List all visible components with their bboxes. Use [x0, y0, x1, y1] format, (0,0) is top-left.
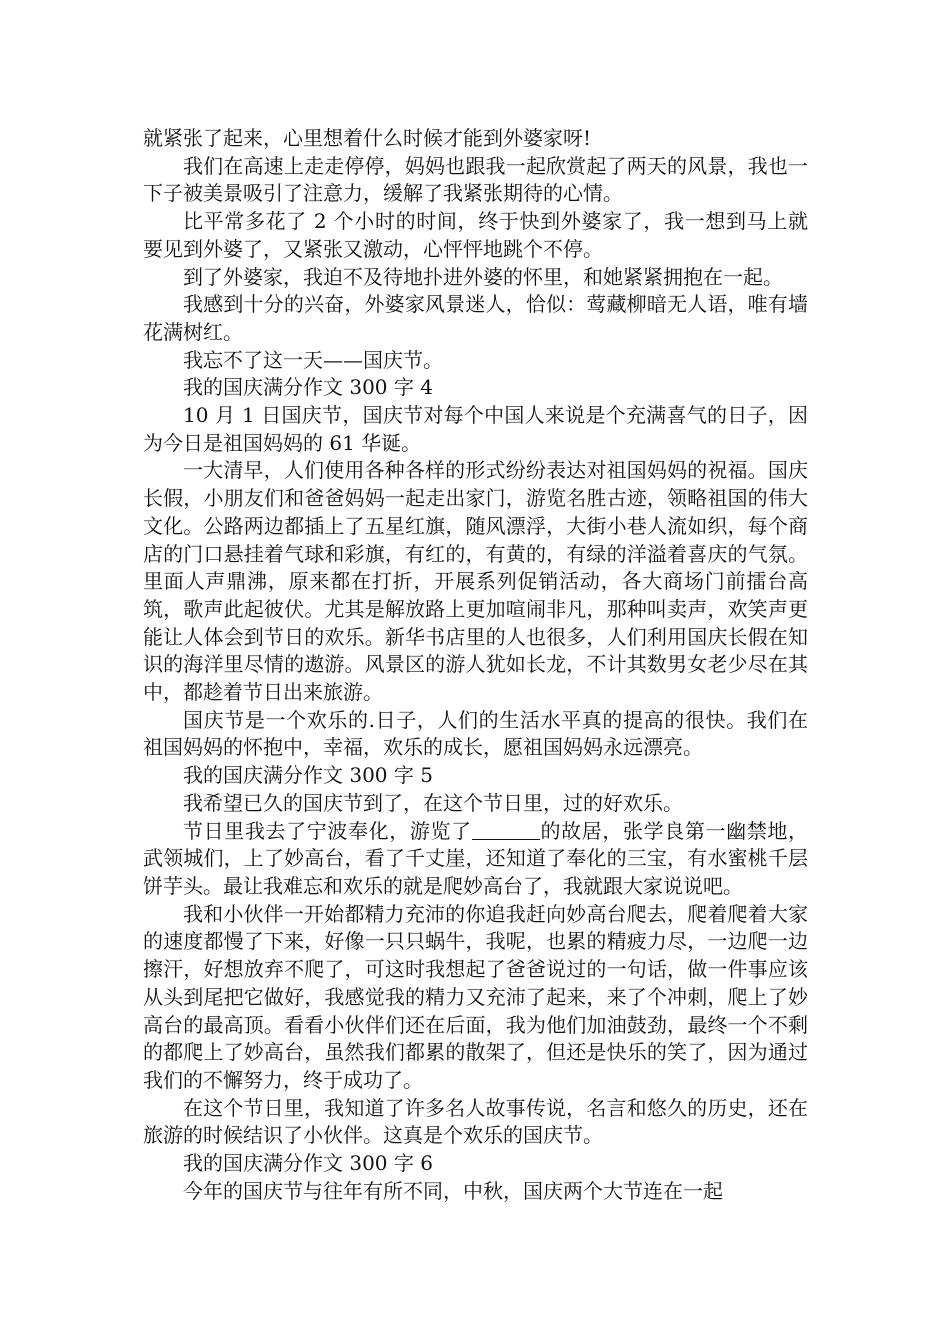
paragraph-text: 节日里我去了宁波奉化，游览了 — [183, 818, 472, 843]
section-heading: 我的国庆满分作文 300 字 6 — [183, 1151, 433, 1176]
fill-in-blank — [472, 819, 540, 840]
paragraph: 我希望已久的国庆节到了，在这个节日里，过的好欢乐。 — [183, 790, 683, 815]
paragraph — [143, 818, 808, 901]
paragraph: 在这个节日里，我知道了许多名人故事传说，名言和悠久的历史，还在旅游的时候结识了小伙伴。这真是个欢乐的国庆节。 — [143, 1095, 808, 1148]
section-heading: 我的国庆满分作文 300 字 4 — [183, 375, 433, 400]
paragraph: 10 月 1 日国庆节，国庆节对每个中国人来说是个充满喜气的日子，因为今日是祖国妈妈的 61 华诞。 — [143, 403, 808, 455]
paragraph-text: 的故居，张学良第一幽禁地，武领城们，上了妙高台，看了千丈崖，还知道了奉化的三宝，有水蜜桃千层饼芋头。最让我难忘和欢乐的就是爬妙高台了，我就跟大家说说吧。 — [143, 818, 809, 898]
paragraph: 一大清早，人们使用各种各样的形式纷纷表达对祖国妈妈的祝福。国庆长假，小朋友们和爸爸妈妈一起走出家门，游览名胜古迹，领略祖国的伟大文化。公路两边都插上了五星红旗，随风漂浮，大街小巷人流如织，每个商店的门口悬挂着气球和彩旗，有红的，有黄的，有绿的洋溢着喜庆的气氛。里面人声鼎沸，原来都在打折，开展系列促销活动，各大商场门前擂台高筑，歌声此起彼伏。尤其是解放路上更加喧闹非凡，那种叫卖声，欢笑声更能让人体会到节日的欢乐。新华书店里的人也很多，人们利用国庆长假在知识的海洋里尽情的遨游。风景区的游人犹如长龙，不计其数男女老少尽在其中，都趁着节日出来旅游。 — [143, 458, 808, 705]
paragraph: 国庆节是一个欢乐的.日子，人们的生活水平真的提高的很快。我们在祖国妈妈的怀抱中，幸福，欢乐的成长，愿祖国妈妈永远漂亮。 — [143, 707, 808, 760]
paragraph: 我和小伙伴一开始都精力充沛的你追我赶向妙高台爬去，爬着爬着大家的速度都慢了下来，好像一只只蜗牛，我呢，也累的精疲力尽，一边爬一边擦汗，好想放弃不爬了，可这时我想起了爸爸说过的一句话，做一件事应该从头到尾把它做好，我感觉我的精力又充沛了起来，来了个冲刺，爬上了妙高台的最高顶。看看小伙伴们还在后面，我为他们加油鼓劲，最终一个不剩的都爬上了妙高台，虽然我们都累的散架了，但还是快乐的笑了，因为通过我们的不懈努力，终于成功了。 — [143, 901, 808, 1092]
section-heading: 我的国庆满分作文 300 字 5 — [183, 763, 433, 788]
paragraph: 我感到十分的兴奋，外婆家风景迷人，恰似：莺藏柳暗无人语，唯有墙花满树红。 — [143, 292, 808, 344]
paragraph: 到了外婆家，我迫不及待地扑进外婆的怀里，和她紧紧拥抱在一起。 — [183, 264, 783, 289]
document-body — [143, 125, 808, 1205]
paragraph: 比平常多花了 2 个小时的时间，终于快到外婆家了，我一想到马上就要见到外婆了，又紧张又激动，心怦怦地跳个不停。 — [143, 209, 808, 261]
paragraph: 今年的国庆节与往年有所不同，中秋，国庆两个大节连在一起 — [183, 1178, 723, 1203]
paragraph: 我忘不了这一天——国庆节。 — [183, 347, 443, 372]
paragraph: 我们在高速上走走停停，妈妈也跟我一起欣赏起了两天的风景，我也一下子被美景吸引了注意力，缓解了我紧张期待的心情。 — [143, 153, 808, 206]
paragraph: 就紧张了起来，心里想着什么时候才能到外婆家呀! — [143, 126, 592, 150]
